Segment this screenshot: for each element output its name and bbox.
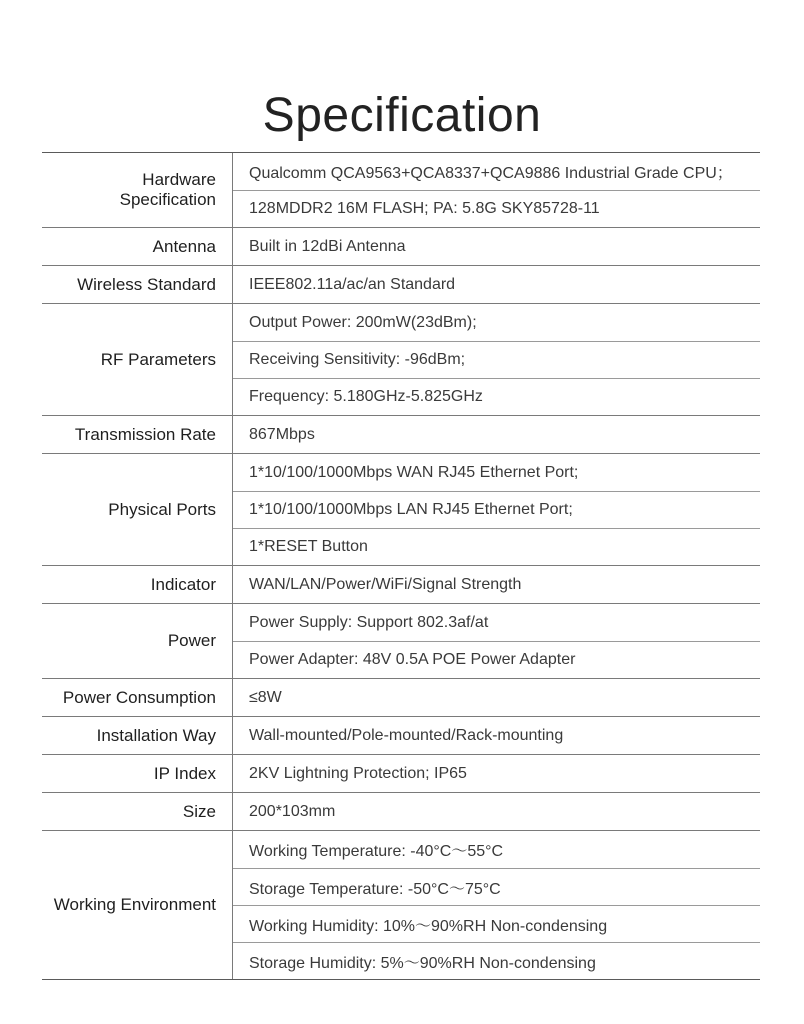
spec-values bbox=[233, 416, 760, 453]
spec-label: Indicator bbox=[42, 566, 233, 603]
spec-value: ≤8W bbox=[249, 688, 282, 706]
spec-row-hardware bbox=[42, 153, 760, 227]
spec-value: Receiving Sensitivity: -96dBm; bbox=[233, 341, 760, 378]
spec-value: IEEE802.11a/ac/an Standard bbox=[249, 275, 456, 293]
spec-value: Storage Humidity: 5%～90%RH Non-condensing bbox=[233, 942, 760, 979]
spec-value: Power Supply: Support 802.3af/at bbox=[249, 613, 489, 631]
spec-row-antenna bbox=[42, 227, 760, 265]
spec-value: Frequency: 5.180GHz-5.825GHz bbox=[233, 378, 760, 415]
spec-value: 200*103mm bbox=[249, 802, 336, 820]
spec-value: Output Power: 200mW(23dBm); bbox=[249, 313, 477, 331]
spec-value: Built in 12dBi Antenna bbox=[249, 237, 406, 255]
spec-row-working-environment bbox=[42, 830, 760, 979]
spec-values bbox=[233, 831, 760, 979]
spec-value: 128MDDR2 16M FLASH; PA: 5.8G SKY85728-11 bbox=[233, 190, 760, 227]
spec-label: Working Environment bbox=[42, 831, 233, 979]
spec-label: Power Consumption bbox=[42, 679, 233, 716]
spec-row-indicator bbox=[42, 565, 760, 603]
spec-label: RF Parameters bbox=[42, 304, 233, 415]
spec-table bbox=[42, 152, 760, 980]
spec-values bbox=[233, 566, 760, 603]
spec-row-transmission-rate bbox=[42, 415, 760, 453]
spec-value: 867Mbps bbox=[249, 425, 315, 443]
spec-label: Physical Ports bbox=[42, 454, 233, 565]
spec-label: Wireless Standard bbox=[42, 266, 233, 303]
spec-value: 1*10/100/1000Mbps WAN RJ45 Ethernet Port; bbox=[249, 463, 579, 481]
spec-values bbox=[233, 153, 760, 227]
page-title: Specification bbox=[262, 89, 542, 143]
spec-label: Installation Way bbox=[42, 717, 233, 754]
spec-row-wireless-standard bbox=[42, 265, 760, 303]
spec-row-rf-parameters bbox=[42, 303, 760, 415]
spec-value: Storage Temperature: -50°C～75°C bbox=[233, 868, 760, 905]
spec-values bbox=[233, 604, 760, 678]
spec-value: Wall-mounted/Pole-mounted/Rack-mounting bbox=[249, 726, 564, 744]
spec-label: Power bbox=[42, 604, 233, 678]
spec-label: Hardware Specification bbox=[42, 153, 233, 227]
spec-value: 2KV Lightning Protection; IP65 bbox=[249, 764, 467, 782]
spec-row-power bbox=[42, 603, 760, 678]
spec-value: Working Temperature: -40°C～55°C bbox=[249, 843, 504, 860]
spec-value: 1*10/100/1000Mbps LAN RJ45 Ethernet Port; bbox=[233, 491, 760, 528]
spec-value: 1*RESET Button bbox=[233, 528, 760, 565]
spec-values bbox=[233, 454, 760, 565]
spec-label: IP Index bbox=[42, 755, 233, 792]
spec-label: Antenna bbox=[42, 228, 233, 265]
spec-values bbox=[233, 679, 760, 716]
spec-value: WAN/LAN/Power/WiFi/Signal Strength bbox=[249, 575, 522, 593]
spec-values bbox=[233, 755, 760, 792]
spec-values bbox=[233, 793, 760, 830]
spec-values bbox=[233, 228, 760, 265]
spec-values bbox=[233, 304, 760, 415]
spec-label: Size bbox=[42, 793, 233, 830]
spec-row-physical-ports bbox=[42, 453, 760, 565]
spec-value: Power Adapter: 48V 0.5A POE Power Adapter bbox=[233, 641, 760, 678]
spec-values bbox=[233, 266, 760, 303]
spec-row-installation-way bbox=[42, 716, 760, 754]
spec-values bbox=[233, 717, 760, 754]
spec-row-ip-index bbox=[42, 754, 760, 792]
spec-value: Qualcomm QCA9563+QCA8337+QCA9886 Industrial Grade CPU； bbox=[249, 165, 733, 182]
spec-value: Working Humidity: 10%～90%RH Non-condensing bbox=[233, 905, 760, 942]
spec-row-power-consumption bbox=[42, 678, 760, 716]
spec-row-size bbox=[42, 792, 760, 830]
spec-label: Transmission Rate bbox=[42, 416, 233, 453]
